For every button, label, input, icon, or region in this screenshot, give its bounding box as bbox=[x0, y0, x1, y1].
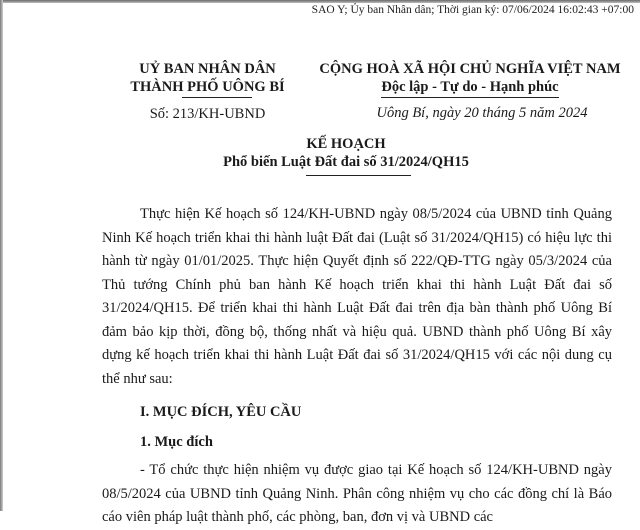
page-left-edge bbox=[0, 0, 3, 511]
national-header-block bbox=[310, 60, 630, 122]
place-and-date: Uông Bí, ngày 20 tháng 5 năm 2024 bbox=[376, 105, 588, 121]
subsection-heading-purpose: 1. Mục đích bbox=[140, 434, 213, 450]
authority-name-line2 bbox=[130, 78, 284, 96]
authority-name-line1: UỶ BAN NHÂN DÂN bbox=[139, 61, 276, 77]
document-subtitle: Phổ biến Luật Đất đai số 31/2024/QH15 bbox=[223, 154, 469, 170]
issuing-authority-block bbox=[105, 60, 310, 123]
section-heading-purpose-requirements: I. MỤC ĐÍCH, YÊU CẦU bbox=[140, 404, 302, 420]
intro-paragraph: Thực hiện Kế hoạch số 124/KH-UBND ngày 08/5/2024 của UBND tỉnh Quảng Ninh Kế hoạch triển khai thi hành luật Đất đai (Luật số 31/2024/QH15) có hiệu lực thi hành từ ngày 01/01/2025. Thực hiện Quyết định số 222/QĐ-TTG ngày 05/3/2024 của Thủ tướng Chính phủ ban hành Kế hoạch triển khai thi hành Luật Đất đai số 31/2024/QH15. Để triển khai thi hành Luật Đất đai trên địa bàn thành phố Uông Bí đảm bảo kịp thời, đồng bộ, thống nhất và hiệu quả. UBND thành phố Uông Bí xây dựng kế hoạch triển khai thi hành Luật Đất đai số 31/2024/QH15 với các nội dung cụ thể như sau: bbox=[102, 206, 612, 387]
document-number: Số: 213/KH-UBND bbox=[149, 106, 266, 122]
purpose-paragraph: - Tổ chức thực hiện nhiệm vụ được giao tại Kế hoạch số 124/KH-UBND ngày 08/5/2024 của UBND tỉnh Quảng Ninh. Phân công nhiệm vụ cho các đồng chí là Báo cáo viên pháp luật thành phố, các phòng, ban, đơn vị và UBND các bbox=[102, 462, 612, 525]
national-title: CỘNG HOÀ XÃ HỘI CHỦ NGHĨA VIỆT NAM bbox=[319, 61, 621, 77]
title-underline bbox=[306, 175, 411, 176]
document-body bbox=[102, 203, 612, 530]
authority-name-line2-text: THÀNH PHỐ UÔNG BÍ bbox=[130, 79, 285, 95]
authority-underline bbox=[182, 97, 252, 98]
digital-signature-stamp: SAO Y; Ủy ban Nhân dân; Thời gian ký: 07/06/2024 16:02:43 +07:00 bbox=[311, 4, 634, 16]
national-motto: Độc lập - Tự do - Hạnh phúc bbox=[381, 78, 558, 98]
document-type: KẾ HOẠCH bbox=[306, 136, 386, 152]
page-top-edge bbox=[0, 0, 640, 3]
document-title-block bbox=[0, 135, 640, 176]
